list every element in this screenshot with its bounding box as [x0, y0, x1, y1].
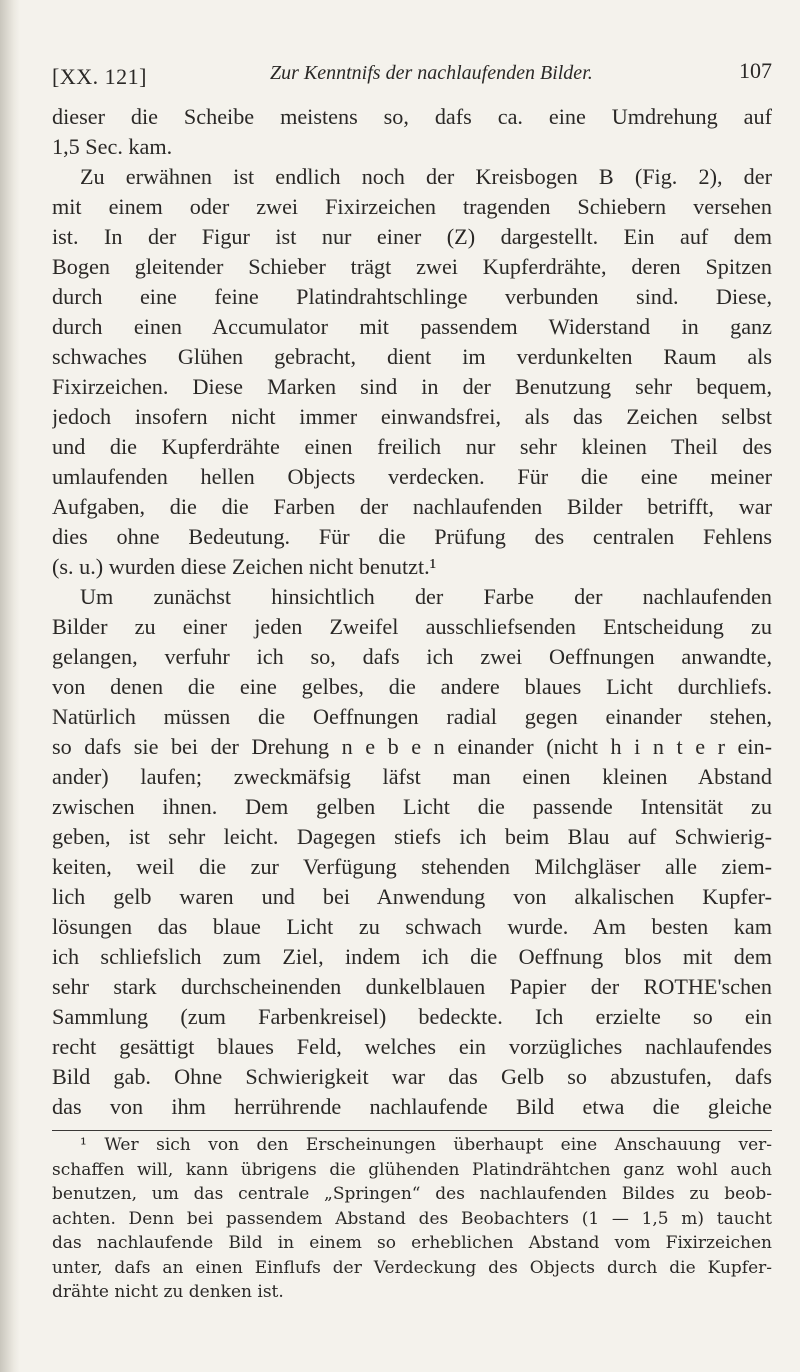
- footnote-line: achten. Denn bei passendem Abstand des Beobachters (1 — 1,5 m) taucht: [52, 1208, 772, 1229]
- body-line: gelangen, verfuhr ich so, dafs ich zwei Oeffnungen anwandte,: [52, 644, 772, 669]
- body-text: [52, 102, 772, 1122]
- body-line: Natürlich müssen die Oeffnungen radial gegen einander stehen,: [52, 704, 772, 729]
- body-line: dieser die Scheibe meistens so, dafs ca. eine Umdrehung auf: [52, 104, 772, 129]
- body-line: ist. In der Figur ist nur einer (Z) dargestellt. Ein auf dem: [52, 224, 772, 249]
- body-line: Bild gab. Ohne Schwierigkeit war das Gelb so abzustufen, dafs: [52, 1064, 772, 1089]
- body-line: jedoch insofern nicht immer einwandsfrei, als das Zeichen selbst: [52, 404, 772, 429]
- footnote-divider: [52, 1130, 772, 1131]
- body-line: durch eine feine Platindrahtschlinge verbunden sind. Diese,: [52, 284, 772, 309]
- body-line: Bilder zu einer jeden Zweifel ausschliefsenden Entscheidung zu: [52, 614, 772, 639]
- body-line: Um zunächst hinsichtlich der Farbe der nachlaufenden: [80, 584, 772, 609]
- body-line: das von ihm herrührende nachlaufende Bild etwa die gleiche: [52, 1094, 772, 1119]
- body-line: Aufgaben, die die Farben der nachlaufenden Bilder betrifft, war: [52, 494, 772, 519]
- body-line: (s. u.) wurden diese Zeichen nicht benutzt.¹: [52, 554, 437, 579]
- body-line: Bogen gleitender Schieber trägt zwei Kupferdrähte, deren Spitzen: [52, 254, 772, 279]
- body-line: Fixirzeichen. Diese Marken sind in der Benutzung sehr bequem,: [52, 374, 772, 399]
- body-line: recht gesättigt blaues Feld, welches ein vorzügliches nachlaufendes: [52, 1034, 772, 1059]
- footnote-line: ¹ Wer sich von den Erscheinungen überhaupt eine Anschauung ver-: [80, 1135, 772, 1155]
- body-line: so dafs sie bei der Drehung n e b e n einander (nicht h i n t e r ein-: [52, 734, 772, 759]
- footnote-line: benutzen, um das centrale „Springen“ des nachlaufenden Bildes zu beob-: [52, 1184, 772, 1204]
- body-line: lich gelb waren und bei Anwendung von alkalischen Kupfer-: [52, 884, 772, 909]
- footnote: [52, 1133, 772, 1305]
- body-line: lösungen das blaue Licht zu schwach wurde. Am besten kam: [52, 914, 772, 939]
- footnote-line: unter, dafs an einen Einflufs der Verdeckung des Objects durch die Kupfer-: [52, 1257, 772, 1278]
- body-line: ander) laufen; zweckmäfsig läfst man einen kleinen Abstand: [52, 764, 772, 789]
- running-title: Zur Kenntnifs der nachlaufenden Bilder.: [270, 62, 593, 84]
- body-line: keiten, weil die zur Verfügung stehenden Milchgläser alle ziem-: [52, 854, 772, 879]
- body-line: mit einem oder zwei Fixirzeichen tragenden Schiebern versehen: [52, 194, 772, 219]
- body-line: Zu erwähnen ist endlich noch der Kreisbogen B (Fig. 2), der: [80, 164, 772, 189]
- body-line: durch einen Accumulator mit passendem Widerstand in ganz: [52, 314, 772, 339]
- body-line: ich schliefslich zum Ziel, indem ich die Oeffnung blos mit dem: [52, 944, 772, 969]
- body-line: schwaches Glühen gebracht, dient im verdunkelten Raum als: [52, 344, 772, 369]
- running-header: [52, 58, 772, 98]
- body-line: geben, ist sehr leicht. Dagegen stiefs ich beim Blau auf Schwierig-: [52, 824, 772, 849]
- page-number: 107: [739, 58, 772, 83]
- body-line: zwischen ihnen. Dem gelben Licht die passende Intensität zu: [52, 794, 772, 819]
- body-line: 1,5 Sec. kam.: [52, 134, 173, 159]
- footnote-line: das nachlaufende Bild in einem so erheblichen Abstand vom Fixirzeichen: [52, 1233, 772, 1253]
- volume-reference: [XX. 121]: [52, 64, 147, 89]
- book-page: [52, 58, 772, 1305]
- body-line: dies ohne Bedeutung. Für die Prüfung des centralen Fehlens: [52, 524, 772, 549]
- body-line: von denen die eine gelbes, die andere blaues Licht durchliefs.: [52, 674, 772, 699]
- footnote-line: drähte nicht zu denken ist.: [52, 1282, 284, 1302]
- body-line: sehr stark durchscheinenden dunkelblauen Papier der ROTHE'schen: [52, 974, 772, 999]
- body-line: umlaufenden hellen Objects verdecken. Für die eine meiner: [52, 464, 772, 489]
- book-spine-shadow: [0, 0, 20, 1372]
- body-line: und die Kupferdrähte einen freilich nur sehr kleinen Theil des: [52, 434, 772, 459]
- footnote-line: schaffen will, kann übrigens die glühenden Platindrähtchen ganz wohl auch: [52, 1159, 772, 1180]
- body-line: Sammlung (zum Farbenkreisel) bedeckte. Ich erzielte so ein: [52, 1004, 772, 1029]
